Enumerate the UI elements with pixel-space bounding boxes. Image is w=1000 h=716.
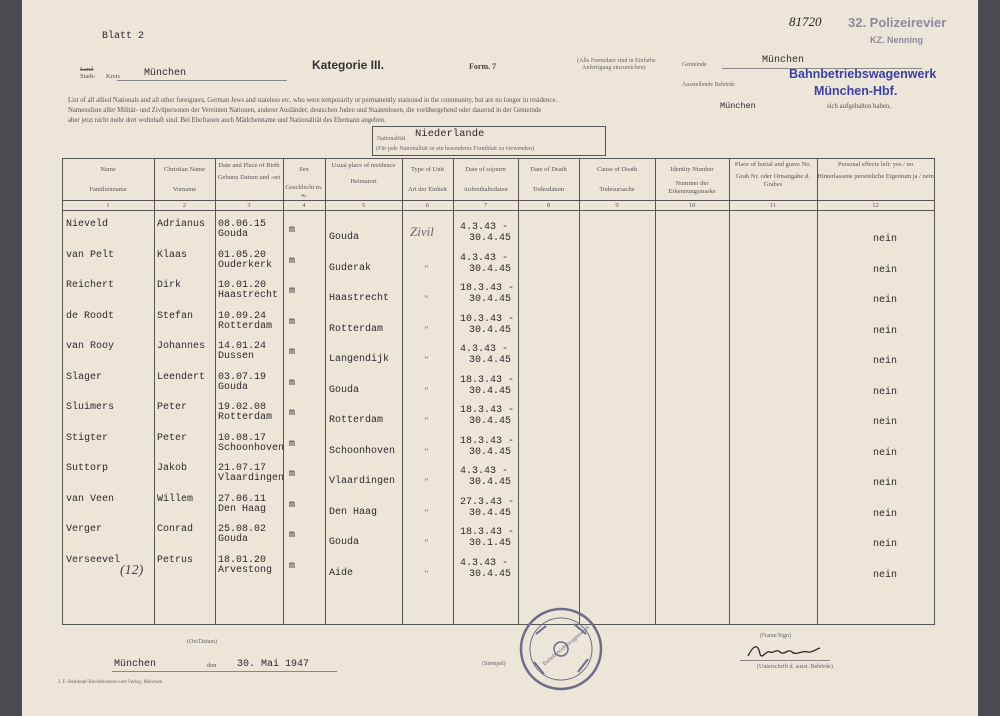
footer-date-line bbox=[112, 671, 337, 672]
row-unit-type: " bbox=[424, 385, 428, 396]
header-cell-5: Usual place of residence Heimatort bbox=[331, 162, 396, 185]
police-stamp: 32. Polizeirevier bbox=[848, 15, 947, 30]
row-first-name: Leendert bbox=[157, 371, 206, 383]
rail-stamp-line-1: Bahnbetriebswagenwerk bbox=[789, 67, 937, 81]
row-effects: nein bbox=[873, 569, 898, 581]
col-number-6: 6 bbox=[425, 202, 430, 209]
row-name: van Pelt bbox=[66, 249, 115, 261]
row-birth-place: Dussen bbox=[218, 351, 255, 362]
col-number-11: 11 bbox=[769, 202, 777, 209]
row-first-name: Peter bbox=[157, 432, 188, 444]
row-sex: m bbox=[289, 286, 296, 297]
row-sex: m bbox=[289, 225, 296, 236]
header-cell-11: Place of burial and grave No. Grab Nr. oder Ortsangabe d. Grabes bbox=[734, 161, 812, 188]
row-sojourn-end: 30.4.45 bbox=[469, 385, 512, 397]
col-number-8: 8 bbox=[546, 202, 551, 209]
footer-place: München bbox=[114, 659, 157, 670]
intro-place: München bbox=[720, 101, 756, 111]
col-number-12: 12 bbox=[872, 202, 879, 209]
col-divider-8 bbox=[579, 158, 580, 625]
row-sex: m bbox=[289, 530, 296, 541]
header-cell-12: Personal effects left: yes / no Hinterlassene persönliche Eigentum ja / nein bbox=[817, 161, 934, 180]
document-page bbox=[22, 0, 978, 716]
table-right-border bbox=[934, 158, 935, 625]
sheet-number: Blatt 2 bbox=[102, 31, 145, 42]
row-sojourn-start: 4.3.43 - bbox=[460, 222, 509, 233]
row-residence: Schoonhoven bbox=[329, 445, 396, 457]
footer-stempel: (Stempel) bbox=[482, 661, 506, 667]
form-note-1: (Alle Formulare sind in Einfarbe bbox=[577, 58, 656, 64]
kreis-line bbox=[117, 80, 287, 81]
row-residence: Vlaardingen bbox=[329, 476, 396, 487]
kreis-label: Kreis bbox=[106, 73, 121, 80]
row-sojourn-start: 18.3.43 - bbox=[460, 435, 515, 447]
row-unit-type: Zivil bbox=[410, 224, 434, 239]
row-birth-place: Gouda bbox=[218, 229, 249, 240]
row-sex: m bbox=[289, 408, 296, 419]
row-birth-date: 03.07.19 bbox=[218, 371, 267, 383]
col-divider-9 bbox=[655, 158, 656, 625]
row-residence: Langendijk bbox=[329, 354, 390, 365]
row-sojourn-start: 4.3.43 - bbox=[460, 344, 509, 355]
row-birth-date: 27.06.11 bbox=[218, 493, 267, 505]
table-left-border bbox=[62, 158, 63, 625]
row-sojourn-end: 30.4.45 bbox=[469, 263, 512, 275]
header-cell-7: Date of sojourn Aufenthaltsdaten bbox=[463, 166, 508, 193]
row-birth-place: Schoonhoven bbox=[218, 442, 285, 454]
col-divider-2 bbox=[215, 158, 216, 625]
row-name: Verger bbox=[66, 524, 103, 535]
row-sex: m bbox=[289, 347, 296, 358]
printer-line: J. F. Steinkopf-Buchdruckerei und Verlag, München bbox=[58, 680, 163, 685]
col-number-5: 5 bbox=[361, 202, 366, 209]
table-number-line bbox=[62, 210, 935, 211]
col-divider-11 bbox=[817, 158, 818, 625]
rail-stamp-line-2: München-Hbf. bbox=[814, 84, 898, 98]
row-sex: m bbox=[289, 438, 296, 450]
col-divider-5 bbox=[402, 158, 403, 625]
row-residence: Rotterdam bbox=[329, 415, 384, 426]
row-name: van Rooy bbox=[66, 341, 115, 352]
row-birth-date: 10.08.17 bbox=[218, 432, 267, 444]
col-divider-10 bbox=[729, 158, 730, 625]
row-sojourn-end: 30.1.45 bbox=[469, 538, 512, 549]
page-title: Kategorie III. bbox=[312, 58, 385, 72]
row-sex: m bbox=[289, 316, 296, 328]
header-cell-10: Identity Number Nummer der Erkennungsmarke bbox=[668, 166, 716, 195]
row-sex: m bbox=[289, 255, 296, 267]
row-birth-date: 10.09.24 bbox=[218, 310, 267, 322]
header-cell-1: Name Familienname bbox=[89, 166, 127, 193]
row-effects: nein bbox=[873, 478, 898, 489]
row-effects: nein bbox=[873, 325, 898, 337]
row-first-name: Johannes bbox=[157, 341, 206, 352]
police-stamp-sub: KZ. Nenning bbox=[870, 35, 923, 45]
table-bottom-line bbox=[62, 624, 935, 625]
row-birth-place: Arvestong bbox=[218, 564, 273, 576]
header-cell-9: Cause of Death Todesursache bbox=[596, 166, 638, 193]
row-birth-place: Rotterdam bbox=[218, 412, 273, 423]
intro-line-1: List of all allied Nationals and all other foreigners, German Jews and stateless etc. who were temporarily or permanently stationed in the community, but are no longer in residence. bbox=[68, 97, 558, 104]
authority-label: Ausstellende Behörde bbox=[682, 82, 735, 88]
table-header-line bbox=[62, 200, 935, 201]
col-divider-4 bbox=[325, 158, 326, 625]
row-name: Suttorp bbox=[66, 463, 109, 474]
col-divider-3 bbox=[283, 158, 284, 625]
nationality-value: Niederlande bbox=[415, 128, 485, 140]
row-sex: m bbox=[289, 469, 296, 480]
row-effects: nein bbox=[873, 447, 898, 459]
row-unit-type: " bbox=[424, 538, 428, 548]
footer-den: den bbox=[207, 662, 217, 669]
row-birth-date: 10.01.20 bbox=[218, 280, 267, 291]
kreis-value: München bbox=[144, 68, 187, 79]
row-unit-type: " bbox=[424, 355, 428, 365]
row-effects: nein bbox=[873, 539, 898, 550]
row-sojourn-end: 30.4.45 bbox=[469, 507, 512, 519]
row-first-name: Dirk bbox=[157, 280, 182, 291]
row-birth-place: Ouderkerk bbox=[218, 259, 273, 271]
col-divider-1 bbox=[154, 158, 155, 625]
row-effects: nein bbox=[873, 508, 898, 520]
col-number-1: 1 bbox=[106, 202, 110, 209]
header-cell-6: Type of Unit Art der Einheit bbox=[408, 166, 447, 193]
row-residence: Gouda bbox=[329, 537, 360, 548]
row-sojourn-start: 18.3.43 - bbox=[460, 405, 515, 416]
row-sojourn-start: 18.3.43 - bbox=[460, 374, 515, 386]
row-first-name: Stefan bbox=[157, 310, 194, 322]
intro-line-3: aber jetzt nicht mehr dort wohnhaft sind. Bei Ehefrauen auch Mädchenname und Nationalität des Ehemann angeben. bbox=[68, 117, 386, 124]
row-unit-type: " bbox=[424, 416, 428, 426]
row-sojourn-start: 4.3.43 - bbox=[460, 252, 509, 264]
row-unit-type: " bbox=[424, 507, 428, 518]
row-unit-type: " bbox=[424, 294, 428, 304]
row-residence: Gouda bbox=[329, 232, 360, 243]
intro-end: sich aufgehalten haben, bbox=[827, 103, 891, 110]
row-birth-date: 19.02.08 bbox=[218, 402, 267, 413]
footer-date: 30. Mai 1947 bbox=[237, 659, 310, 670]
row-birth-date: 01.05.20 bbox=[218, 249, 267, 261]
row-sojourn-end: 30.4.45 bbox=[469, 355, 512, 366]
nationality-note: (Für jede Nationalität ist ein besonderes Formblatt zu verwenden) bbox=[376, 146, 534, 152]
footer-sign-label: (Unterschrift d. ausst. Behörde) bbox=[757, 664, 833, 670]
margin-note: (12) bbox=[120, 563, 144, 578]
col-number-3: 3 bbox=[247, 202, 251, 209]
row-sex: m bbox=[289, 499, 296, 511]
stadt-label: Stadt- bbox=[80, 73, 96, 80]
handwritten-number: 81720 bbox=[789, 14, 822, 29]
form-number: Form. 7 bbox=[469, 62, 497, 71]
row-residence: Guderak bbox=[329, 262, 372, 274]
row-sojourn-end: 30.4.45 bbox=[469, 446, 512, 458]
table-top-line bbox=[62, 158, 935, 159]
row-residence: Gouda bbox=[329, 384, 360, 396]
row-name: van Veen bbox=[66, 493, 115, 505]
row-unit-type: " bbox=[424, 568, 428, 579]
row-effects: nein bbox=[873, 417, 898, 428]
nationality-label: Nationalität bbox=[377, 136, 406, 142]
col-divider-7 bbox=[518, 158, 519, 625]
row-effects: nein bbox=[873, 295, 898, 306]
row-residence: Aide bbox=[329, 567, 354, 579]
row-name: Reichert bbox=[66, 280, 115, 291]
row-first-name: Adrianus bbox=[157, 219, 206, 230]
signature-line bbox=[740, 660, 830, 661]
header-cell-3: Date and Place of Birth Geburts Datum und -ort bbox=[217, 162, 281, 181]
row-birth-place: Gouda bbox=[218, 534, 249, 545]
col-number-9: 9 bbox=[615, 202, 619, 209]
row-birth-date: 08.06.15 bbox=[218, 219, 267, 230]
row-sojourn-end: 30.4.45 bbox=[469, 568, 512, 580]
col-divider-6 bbox=[453, 158, 454, 625]
row-birth-date: 21.07.17 bbox=[218, 463, 267, 474]
row-unit-type: " bbox=[424, 263, 428, 274]
row-effects: nein bbox=[873, 264, 898, 276]
row-birth-date: 18.01.20 bbox=[218, 554, 267, 566]
row-unit-type: " bbox=[424, 324, 428, 335]
intro-line-2: Namensliste aller Militär- und Zivilpersonen der Vereinten Nationen, anderer Ausländer, deutschen Juden und Staatenlosen, die vorübergehend oder dauernd in der Gemeinde bbox=[68, 107, 542, 114]
row-first-name: Klaas bbox=[157, 249, 188, 261]
col-number-4: 4 bbox=[302, 202, 306, 209]
row-sojourn-start: 4.3.43 - bbox=[460, 557, 509, 569]
row-sojourn-end: 30.4.45 bbox=[469, 324, 512, 336]
row-name: Slager bbox=[66, 371, 103, 383]
footer-name-label: (Name/Sign) bbox=[760, 633, 791, 639]
row-birth-date: 25.08.02 bbox=[218, 524, 267, 535]
row-sojourn-start: 10.3.43 - bbox=[460, 313, 515, 325]
row-sojourn-start: 18.3.43 - bbox=[460, 283, 515, 294]
form-note-2: Anfertigung einzureichen) bbox=[582, 65, 646, 71]
row-unit-type: " bbox=[424, 446, 428, 457]
row-effects: nein bbox=[873, 386, 898, 398]
row-birth-place: Haastrecht bbox=[218, 290, 279, 301]
row-name: Stigter bbox=[66, 432, 109, 444]
row-first-name: Peter bbox=[157, 402, 188, 413]
header-cell-8: Date of Death Todesdatum bbox=[530, 166, 567, 193]
row-sex: m bbox=[289, 560, 296, 572]
row-sojourn-start: 27.3.43 - bbox=[460, 496, 515, 508]
header-cell-4: Sex Geschlecht m. w. bbox=[285, 166, 323, 199]
row-name: Nieveld bbox=[66, 219, 109, 230]
row-residence: Den Haag bbox=[329, 506, 378, 518]
col-number-7: 7 bbox=[483, 202, 488, 209]
col-number-10: 10 bbox=[688, 202, 696, 209]
row-first-name: Petrus bbox=[157, 554, 194, 566]
row-first-name: Jakob bbox=[157, 463, 188, 474]
row-sojourn-end: 30.4.45 bbox=[469, 233, 512, 244]
row-birth-date: 14.01.24 bbox=[218, 341, 267, 352]
row-birth-place: Vlaardingen bbox=[218, 473, 285, 484]
row-unit-type: " bbox=[424, 477, 428, 487]
row-birth-place: Den Haag bbox=[218, 503, 267, 515]
row-birth-place: Rotterdam bbox=[218, 320, 273, 332]
row-sojourn-end: 30.4.45 bbox=[469, 416, 512, 427]
row-sojourn-end: 30.4.45 bbox=[469, 477, 512, 488]
col-number-2: 2 bbox=[182, 202, 187, 209]
header-cell-2: Christian Name Vorname bbox=[164, 166, 205, 193]
row-sojourn-start: 18.3.43 - bbox=[460, 527, 515, 538]
land-label: Land bbox=[80, 66, 94, 73]
municipality-label: Gemeinde bbox=[682, 62, 707, 68]
row-name: de Roodt bbox=[66, 310, 115, 322]
row-name: Sluimers bbox=[66, 402, 115, 413]
row-effects: nein bbox=[873, 356, 898, 367]
municipality-value: München bbox=[762, 55, 805, 66]
row-sojourn-end: 30.4.45 bbox=[469, 294, 512, 305]
row-sojourn-start: 4.3.43 - bbox=[460, 466, 509, 477]
row-first-name: Conrad bbox=[157, 524, 194, 535]
seal-text: Bahnbetriebswagenwerk bbox=[542, 624, 592, 668]
row-first-name: Willem bbox=[157, 493, 194, 505]
row-effects: nein bbox=[873, 234, 898, 245]
row-name: Verseevel bbox=[66, 554, 121, 566]
row-birth-place: Gouda bbox=[218, 381, 249, 393]
row-residence: Rotterdam bbox=[329, 323, 384, 335]
row-residence: Haastrecht bbox=[329, 293, 390, 304]
row-sex: m bbox=[289, 377, 296, 389]
footer-place-label: (Ort/Datum) bbox=[187, 639, 217, 645]
